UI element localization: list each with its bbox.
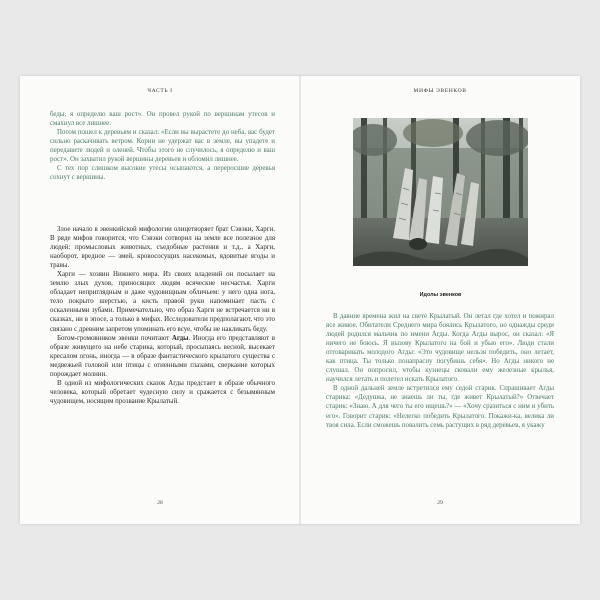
body-paragraph: Злое начало в эвенкийской мифологии олицетворяет брат Сэвэки, Харги. В ряде мифов говорится, что Сэвэки сотворил на земле все полезное для людей: промысловых животных, съедобные растения и т.д., а Харги, наоборот, вредное — змей, кровососущих насекомых, ядовитые ягоды и травы. [50,226,275,270]
right-quote-block [326,312,554,430]
quote-paragraph: В одной дальней земле встретился ему седой старик. Спрашивает Агды старика: «Дедушка, не знаешь ли ты, где живет Крылатый?» Отвечает старик: «Знаю. А для чего ты его ищешь?» — «Хочу сразиться с ним и убить его». Говорит старик: «Нелегко победить Крылатого. Покажи-ка, велика ли твоя сила. Если сможешь повалить семь растущих в ряд деревьев, я укажу [326,385,554,429]
right-page-number: 29 [437,500,443,506]
right-page [300,76,580,524]
body-paragraph: Харги — хозяин Нижнего мира. Из своих владений он посылает на землю злых духов, приносящих людям всяческие несчастья. Харги обладает неприглядным и даже чудовищным обличьем: у него одна нога, тело покрыто шерстью, а кисть правой руки напоминает пасть с оскаленными зубами. Примечательно, что образ Харги не встречается ни в сказках, ни в эпосе, а только в мифах. Исследователи предполагают, что это связано с древним запретом упоминать его всуе, чтобы не накликать беду. [50,271,275,333]
quote-paragraph: Потом пошел к деревьям и сказал: «Если вы вырастете до неба, вас будет сильно раскачивать ветром. Корни не удержат вас в земле, вы упадете и передавите людей и оленей. Чтобы этого не случилось, я определю и ваш рост». Он захватил рукой вершины деревьев и обломил лишнее. [50,129,275,164]
left-main-text [50,225,275,406]
agdy-name: Агды [171,334,189,342]
quote-paragraph: В давние времена жил на свете Крылатый. Он летал где хотел и пожирал все живое. Обитатели Среднего мира боялись Крылатого, но однажды среди людей родился мальчик по имени Агды. Когда Агды вырос, он сказал: «Я ничего не боюсь. Я вызову Крылатого на бой и убью его». Люди стали отговаривать молодого Агды: «Это чудовище нельзя победить, оно летает, как птица. Ты только понапрасну погубишь себя». Но Агды никого не слушал. Он попросил, чтобы кузнецы сковали ему железные крылья, научился летать и полетел искать Крылатого. [326,313,554,384]
body-paragraph: В одной из мифологических сказок Агды предстает в образе обычного человека, который обретает чудесную силу и сражается с безымянным чудовищем, носящим прозвание Крылатый. [50,379,275,405]
book-spread [20,76,580,524]
agdy-intro: Богом-громовником эвенки почитают [57,334,172,342]
idols-photo [353,118,528,266]
left-page [20,76,300,524]
idols-photo-illustration [353,118,528,266]
quote-paragraph: беды, я определю ваш рост». Он провел рукой по вершинам утесов и смахнул все лишнее. [50,111,275,128]
left-quote-block [50,110,275,182]
quote-paragraph: С тех пор слишком высокие утесы осыпаются, а переросшие деревья сохнут с вершины. [50,165,275,182]
right-running-head: МИФЫ ЭВЕНКОВ [413,88,467,94]
agdy-description: . Иногда его представляют в образе живущего на небе старика, который, просыпаясь весной, высекает кресалом огонь, иногда — в образе фантастического крылатого существа с медвежьей головой или птицы с огненными глазами, сверкание которых порождает молнии. [50,334,275,378]
photo-caption: Идолы эвенков [419,292,462,298]
body-paragraph-agdy [50,334,275,379]
left-running-head: ЧАСТЬ I [147,88,173,94]
left-page-number: 28 [157,500,163,506]
